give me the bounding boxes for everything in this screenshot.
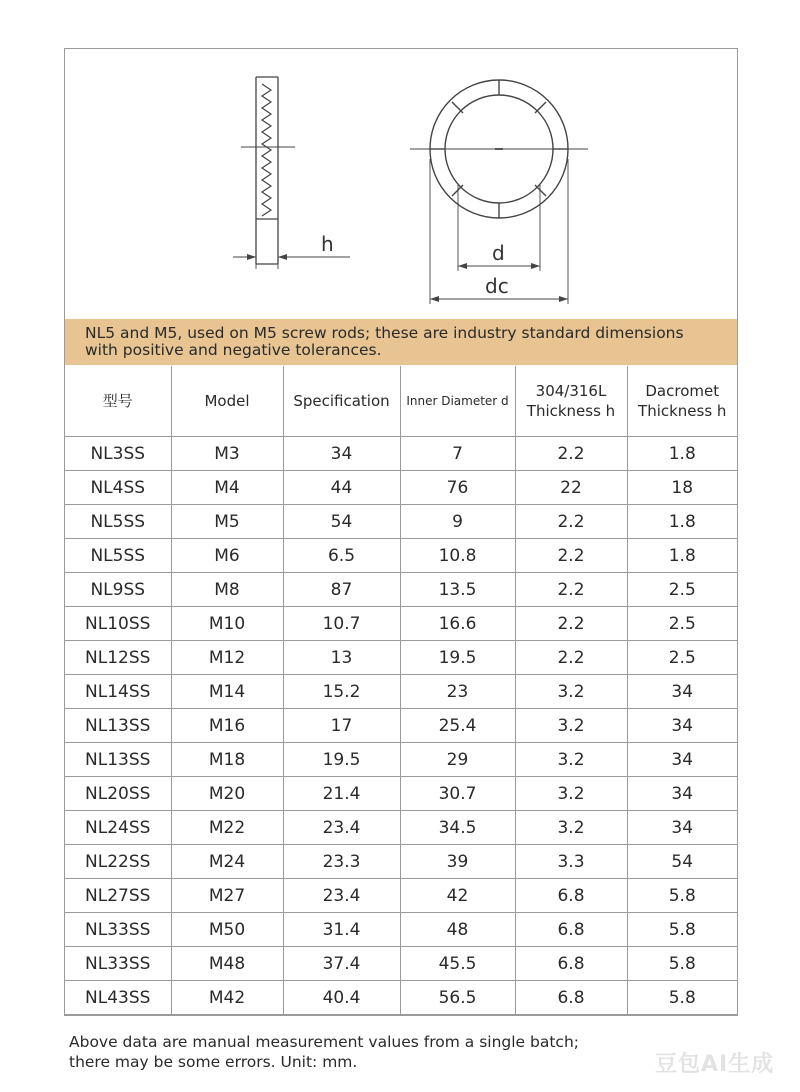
measurement-footnote — [69, 1032, 669, 1072]
cell-type-code: NL13SS — [65, 743, 171, 777]
cell-inner-diameter: 39 — [400, 845, 515, 879]
cell-model: M14 — [171, 675, 283, 709]
table-row — [65, 437, 737, 471]
cell-dacromet-thickness: 1.8 — [627, 437, 737, 471]
cell-dacromet-thickness: 5.8 — [627, 913, 737, 947]
cell-inner-diameter: 42 — [400, 879, 515, 913]
cell-inner-diameter: 34.5 — [400, 811, 515, 845]
cell-specification: 54 — [283, 505, 400, 539]
cell-dacromet-thickness: 2.5 — [627, 607, 737, 641]
banner-line-1: NL5 and M5, used on M5 screw rods; these are industry standard dimensions — [85, 324, 684, 342]
cell-dacromet-thickness: 34 — [627, 675, 737, 709]
table-row — [65, 743, 737, 777]
footnote-line-1: Above data are manual measurement values from a single batch; — [69, 1033, 579, 1051]
table-row — [65, 845, 737, 879]
cell-model: M27 — [171, 879, 283, 913]
cell-specification: 23.4 — [283, 879, 400, 913]
cell-stainless-thickness: 3.2 — [515, 811, 627, 845]
cell-model: M18 — [171, 743, 283, 777]
cell-type-code: NL12SS — [65, 641, 171, 675]
cell-type-code: NL3SS — [65, 437, 171, 471]
cell-type-code: NL5SS — [65, 505, 171, 539]
cell-model: M8 — [171, 573, 283, 607]
cell-stainless-thickness: 2.2 — [515, 437, 627, 471]
cell-inner-diameter: 45.5 — [400, 947, 515, 981]
cell-dacromet-thickness: 5.8 — [627, 879, 737, 913]
table-row — [65, 947, 737, 981]
cell-specification: 6.5 — [283, 539, 400, 573]
cell-inner-diameter: 19.5 — [400, 641, 515, 675]
cell-inner-diameter: 25.4 — [400, 709, 515, 743]
cell-model: M22 — [171, 811, 283, 845]
cell-inner-diameter: 56.5 — [400, 981, 515, 1015]
cell-type-code: NL10SS — [65, 607, 171, 641]
cell-inner-diameter: 48 — [400, 913, 515, 947]
header-inner-diameter: Inner Diameter d — [400, 366, 515, 437]
cell-type-code: NL22SS — [65, 845, 171, 879]
cell-model: M6 — [171, 539, 283, 573]
washer-diagram-svg — [65, 49, 737, 319]
table-header-row — [65, 366, 737, 437]
cell-model: M10 — [171, 607, 283, 641]
table-row — [65, 573, 737, 607]
table-row — [65, 709, 737, 743]
cell-model: M24 — [171, 845, 283, 879]
cell-model: M48 — [171, 947, 283, 981]
cell-dacromet-thickness: 34 — [627, 777, 737, 811]
cell-type-code: NL27SS — [65, 879, 171, 913]
cell-model: M50 — [171, 913, 283, 947]
cell-type-code: NL9SS — [65, 573, 171, 607]
cell-stainless-thickness: 6.8 — [515, 981, 627, 1015]
cell-specification: 23.4 — [283, 811, 400, 845]
cell-dacromet-thickness: 34 — [627, 743, 737, 777]
cell-specification: 23.3 — [283, 845, 400, 879]
cell-stainless-thickness: 6.8 — [515, 947, 627, 981]
cell-specification: 15.2 — [283, 675, 400, 709]
cell-stainless-thickness: 2.2 — [515, 641, 627, 675]
cell-dacromet-thickness: 2.5 — [627, 641, 737, 675]
cell-model: M16 — [171, 709, 283, 743]
tolerance-note-banner — [65, 319, 737, 365]
cell-stainless-thickness: 3.3 — [515, 845, 627, 879]
cell-inner-diameter: 23 — [400, 675, 515, 709]
cell-stainless-thickness: 3.2 — [515, 777, 627, 811]
banner-line-2: with positive and negative tolerances. — [85, 341, 382, 359]
cell-stainless-thickness: 3.2 — [515, 709, 627, 743]
cell-specification: 17 — [283, 709, 400, 743]
cell-type-code: NL4SS — [65, 471, 171, 505]
cell-dacromet-thickness: 2.5 — [627, 573, 737, 607]
cell-stainless-thickness: 2.2 — [515, 607, 627, 641]
cell-type-code: NL43SS — [65, 981, 171, 1015]
cell-specification: 19.5 — [283, 743, 400, 777]
table-row — [65, 777, 737, 811]
cell-specification: 31.4 — [283, 913, 400, 947]
cell-specification: 13 — [283, 641, 400, 675]
cell-dacromet-thickness: 5.8 — [627, 947, 737, 981]
cell-type-code: NL5SS — [65, 539, 171, 573]
table-row — [65, 811, 737, 845]
cell-inner-diameter: 29 — [400, 743, 515, 777]
cell-model: M20 — [171, 777, 283, 811]
table-row — [65, 505, 737, 539]
cell-model: M3 — [171, 437, 283, 471]
table-row — [65, 539, 737, 573]
cell-stainless-thickness: 3.2 — [515, 675, 627, 709]
table-row — [65, 981, 737, 1015]
cell-dacromet-thickness: 34 — [627, 811, 737, 845]
cell-specification: 10.7 — [283, 607, 400, 641]
table-row — [65, 607, 737, 641]
cell-stainless-thickness: 3.2 — [515, 743, 627, 777]
ai-watermark: 豆包AI生成 — [655, 1052, 775, 1077]
header-type-code: 型号 — [65, 366, 171, 437]
cell-model: M42 — [171, 981, 283, 1015]
washer-technical-drawing — [65, 49, 737, 319]
cell-type-code: NL20SS — [65, 777, 171, 811]
table-row — [65, 675, 737, 709]
table-row — [65, 641, 737, 675]
cell-inner-diameter: 9 — [400, 505, 515, 539]
cell-inner-diameter: 7 — [400, 437, 515, 471]
cell-stainless-thickness: 2.2 — [515, 505, 627, 539]
footnote-line-2: there may be some errors. Unit: mm. — [69, 1053, 358, 1071]
dimension-dc-label: dc — [485, 274, 509, 298]
cell-model: M4 — [171, 471, 283, 505]
cell-inner-diameter: 10.8 — [400, 539, 515, 573]
cell-dacromet-thickness: 1.8 — [627, 505, 737, 539]
cell-specification: 34 — [283, 437, 400, 471]
cell-stainless-thickness: 6.8 — [515, 913, 627, 947]
cell-model: M12 — [171, 641, 283, 675]
cell-dacromet-thickness: 1.8 — [627, 539, 737, 573]
table-row — [65, 879, 737, 913]
cell-dacromet-thickness: 54 — [627, 845, 737, 879]
dimension-h-label: h — [321, 232, 334, 256]
header-model: Model — [171, 366, 283, 437]
cell-inner-diameter: 30.7 — [400, 777, 515, 811]
cell-stainless-thickness: 2.2 — [515, 573, 627, 607]
cell-model: M5 — [171, 505, 283, 539]
cell-specification: 40.4 — [283, 981, 400, 1015]
cell-specification: 87 — [283, 573, 400, 607]
cell-inner-diameter: 13.5 — [400, 573, 515, 607]
cell-inner-diameter: 76 — [400, 471, 515, 505]
dimension-d-label: d — [492, 241, 505, 265]
cell-stainless-thickness: 22 — [515, 471, 627, 505]
cell-type-code: NL13SS — [65, 709, 171, 743]
table-row — [65, 471, 737, 505]
cell-specification: 44 — [283, 471, 400, 505]
cell-type-code: NL14SS — [65, 675, 171, 709]
washer-front-view — [410, 80, 588, 304]
header-dacromet-thickness: Dacromet Thickness h — [627, 366, 737, 437]
cell-type-code: NL24SS — [65, 811, 171, 845]
cell-stainless-thickness: 6.8 — [515, 879, 627, 913]
cell-inner-diameter: 16.6 — [400, 607, 515, 641]
table-body — [65, 437, 737, 1015]
cell-dacromet-thickness: 34 — [627, 709, 737, 743]
header-specification: Specification — [283, 366, 400, 437]
cell-specification: 21.4 — [283, 777, 400, 811]
cell-dacromet-thickness: 18 — [627, 471, 737, 505]
table-row — [65, 913, 737, 947]
cell-dacromet-thickness: 5.8 — [627, 981, 737, 1015]
cell-type-code: NL33SS — [65, 913, 171, 947]
washer-spec-table — [65, 366, 737, 1015]
cell-type-code: NL33SS — [65, 947, 171, 981]
cell-stainless-thickness: 2.2 — [515, 539, 627, 573]
header-stainless-thickness: 304/316L Thickness h — [515, 366, 627, 437]
cell-specification: 37.4 — [283, 947, 400, 981]
